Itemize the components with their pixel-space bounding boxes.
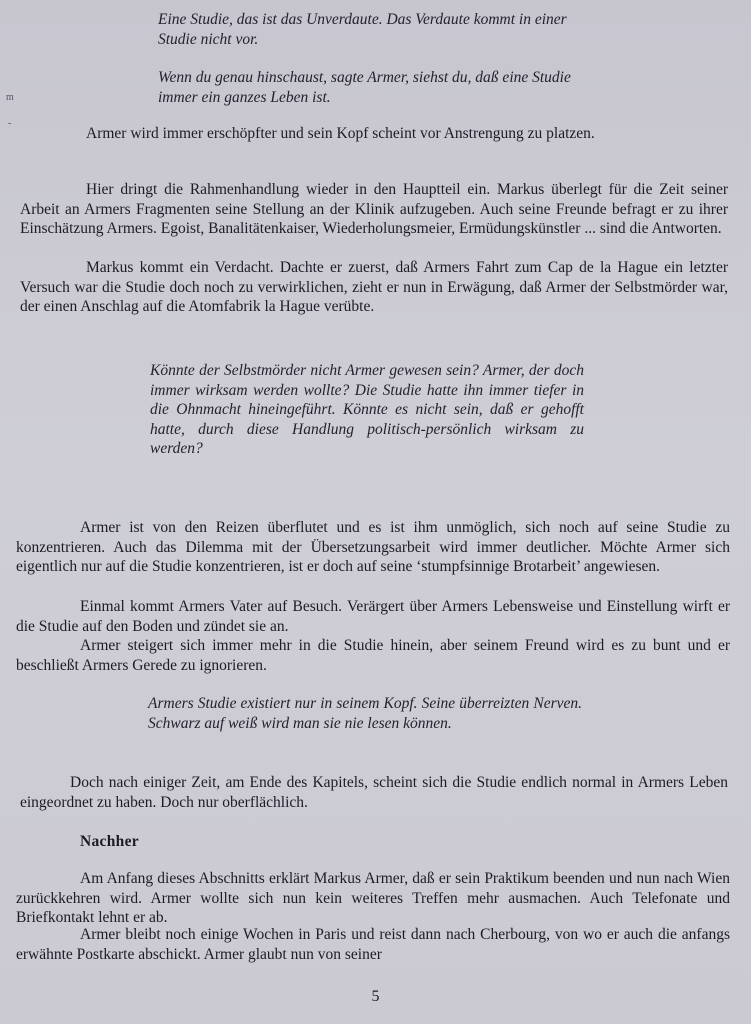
paragraph-2: Hier dringt die Rahmenhandlung wieder in den Hauptteil ein. Markus überlegt für die Zeit seiner Arbeit an Armers Fragmenten seine Stellung an der Klinik aufzugeben. Auch seine Freunde befragt er zu ihrer Einschätzung Armers. Egoist, Banalitätenkaiser, Wiederholungsmeier, Ermüdungskünstler ... sind die Antworten. [20,181,728,237]
margin-mark: - [8,118,12,129]
block-quote-4: Armers Studie existiert nur in seinem Kopf. Seine überreizten Nerven. Schwarz auf weiß wird man sie nie lesen können. [148,695,582,732]
block-quote-1: Eine Studie, das ist das Unverdaute. Das Verdaute kommt in einer Studie nicht vor. [158,11,567,48]
paragraph-8: Am Anfang dieses Abschnitts erklärt Markus Armer, daß er sein Praktikum beenden und nun nach Wien zurückkehren wird. Armer wollte sich nun kein weiteres Treffen mehr ausmachen. Auch Telefonate und Briefkontakt lehnt er ab. [16,870,730,926]
block-quote-2: Wenn du genau hinschaust, sagte Armer, siehst du, daß eine Studie immer ein ganzes Leben ist. [158,69,571,106]
section-heading: Nachher [80,833,139,850]
paragraph-1: Armer wird immer erschöpfter und sein Kopf scheint vor Anstrengung zu platzen. [86,125,595,142]
paragraph-6: Armer steigert sich immer mehr in die Studie hinein, aber seinem Freund wird es zu bunt und er beschließt Armers Gerede zu ignorieren. [16,637,730,674]
page-number: 5 [371,988,380,1005]
paragraph-3: Markus kommt ein Verdacht. Dachte er zuerst, daß Armers Fahrt zum Cap de la Hague ein letzter Versuch war die Studie doch noch zu verwirklichen, zieht er nun in Erwägung, daß Armer der Selbstmörder war, der einen Anschlag auf die Atomfabrik la Hague verübte. [20,259,728,315]
block-quote-3: Könnte der Selbstmörder nicht Armer gewesen sein? Armer, der doch immer wirksam werden wollte? Die Studie hatte ihn immer tiefer in die Ohnmacht hineingeführt. Könnte es nicht sein, daß er gehofft hatte, durch diese Handlung politisch-persönlich wirksam zu werden? [150,362,584,457]
paragraph-9: Armer bleibt noch einige Wochen in Paris und reist dann nach Cherbourg, von wo er auch die anfangs erwähnte Postkarte abschickt. Armer glaubt nun von seiner [16,926,730,963]
paragraph-7: Doch nach einiger Zeit, am Ende des Kapitels, scheint sich die Studie endlich normal in Armers Leben eingeordnet zu haben. Doch nur oberflächlich. [20,774,728,811]
paragraph-4: Armer ist von den Reizen überflutet und es ist ihm unmöglich, sich noch auf seine Studie zu konzentrieren. Auch das Dilemma mit der Übersetzungsarbeit wird immer deutlicher. Möchte Armer sich eigentlich nur auf die Studie konzentrieren, ist er doch auf seine ‘stumpfsinnige Brotarbeit’ angewiesen. [16,519,730,575]
paragraph-5: Einmal kommt Armers Vater auf Besuch. Verärgert über Armers Lebensweise und Einstellung wirft er die Studie auf den Boden und zündet sie an. [16,598,730,635]
margin-mark: m [6,92,14,103]
